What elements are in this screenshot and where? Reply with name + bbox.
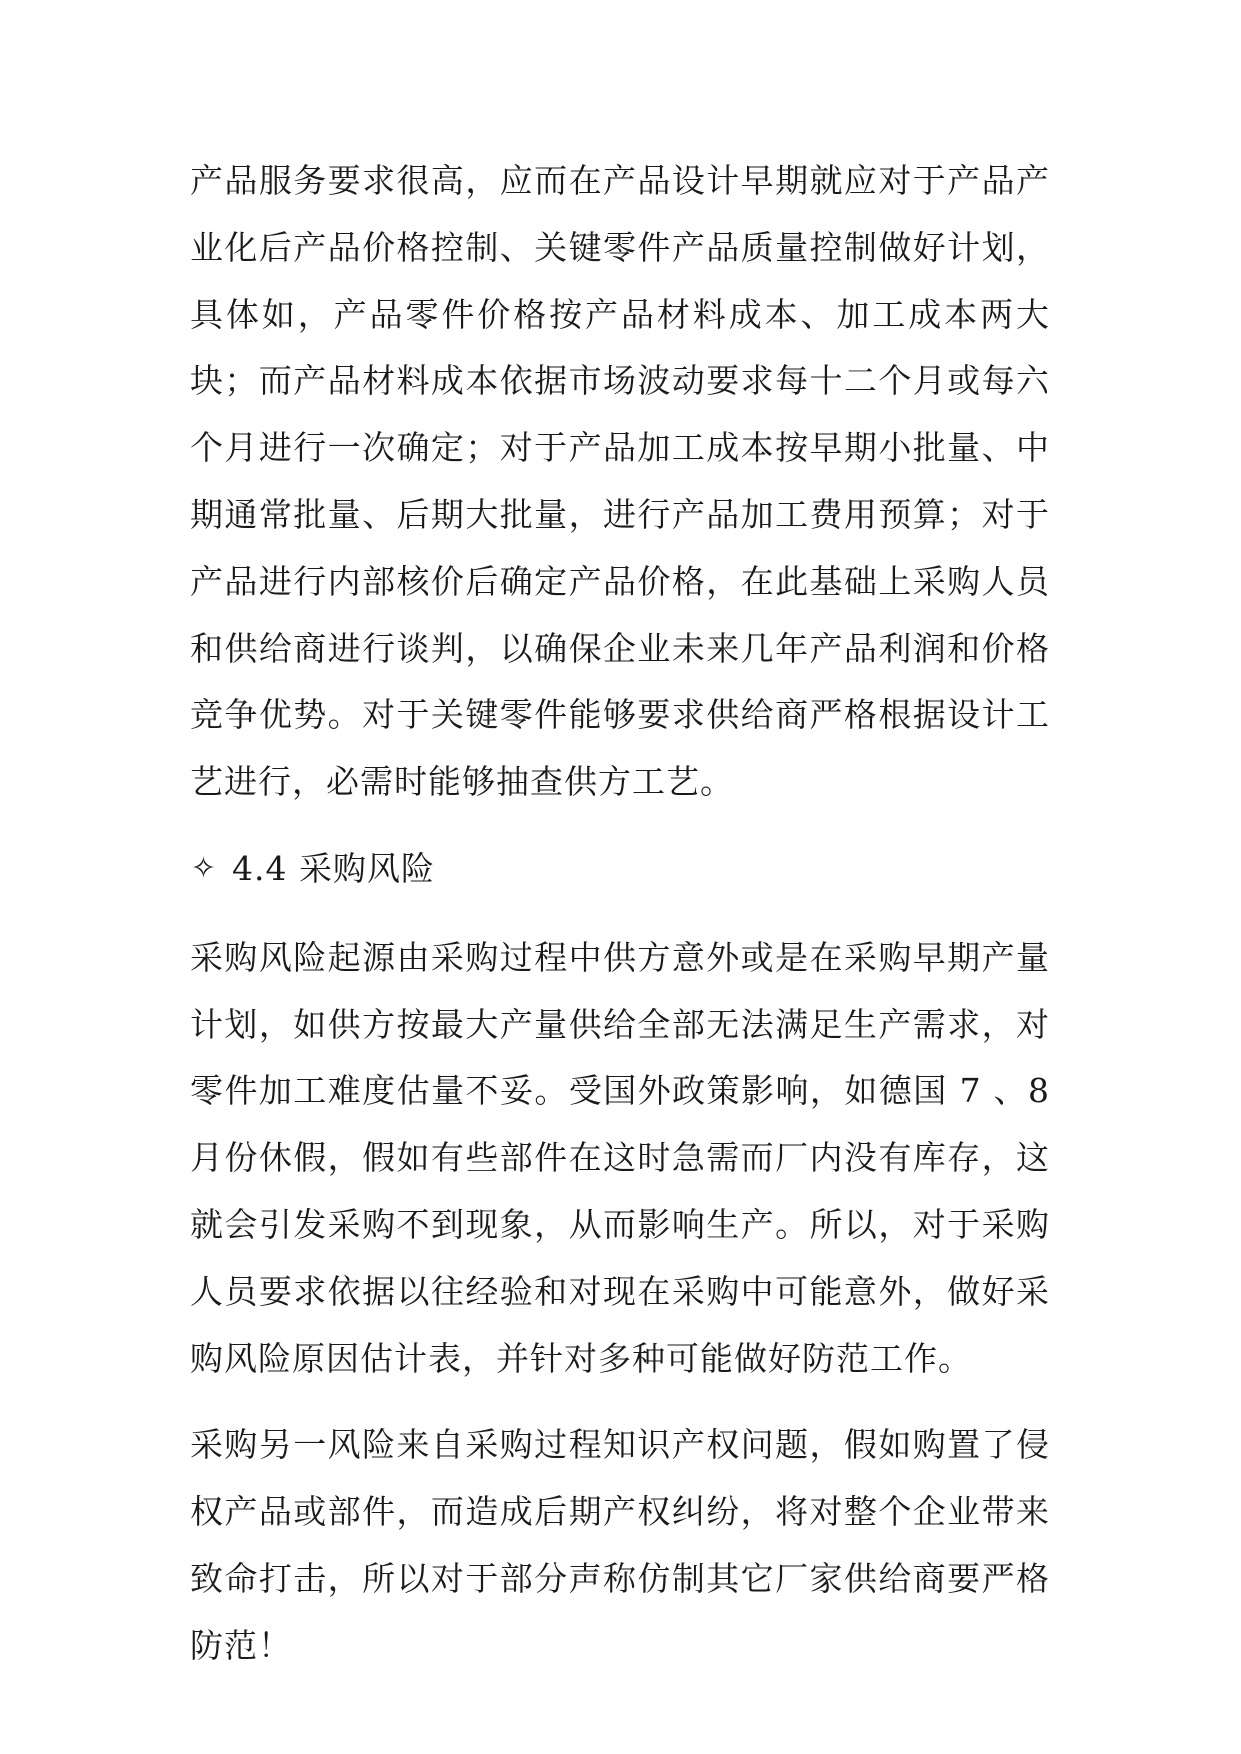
section-heading <box>190 836 1050 903</box>
paragraph-price-control: 产品服务要求很高，应而在产品设计早期就应对于产品产业化后产品价格控制、关键零件产品质量控制做好计划，具体如，产品零件价格按产品材料成本、加工成本两大块；而产品材料成本依据市场波动要求每十二个月或每六个月进行一次确定；对于产品加工成本按早期小批量、中期通常批量、后期大批量，进行产品加工费用预算；对于产品进行内部核价后确定产品价格，在此基础上采购人员和供给商进行谈判，以确保企业未来几年产品利润和价格竞争优势。对于关键零件能够要求供给商严格根据设计工艺进行，必需时能够抽查供方工艺。 <box>190 161 1050 802</box>
document-body <box>190 148 1050 1680</box>
section-heading-text: 4.4 采购风险 <box>232 848 435 888</box>
paragraph-ip-risk: 采购另一风险来自采购过程知识产权问题，假如购置了侵权产品或部件，而造成后期产权纠纷，将对整个企业带来致命打击，所以对于部分声称仿制其它厂家供给商要严格防范！ <box>190 1425 1050 1665</box>
paragraph-procurement-risk: 采购风险起源由采购过程中供方意外或是在采购早期产量计划，如供方按最大产量供给全部无法满足生产需求，对零件加工难度估量不妥。受国外政策影响，如德国 7 、8 月份休假，假如有些部件在这时急需而厂内没有库存，这就会引发采购不到现象，从而影响生产。所以，对于采购人员要求依据以往经验和对现在采购中可能意外，做好采购风险原因估计表，并针对多种可能做好防范工作。 <box>190 937 1050 1378</box>
diamond-icon: ✧ <box>190 850 218 886</box>
